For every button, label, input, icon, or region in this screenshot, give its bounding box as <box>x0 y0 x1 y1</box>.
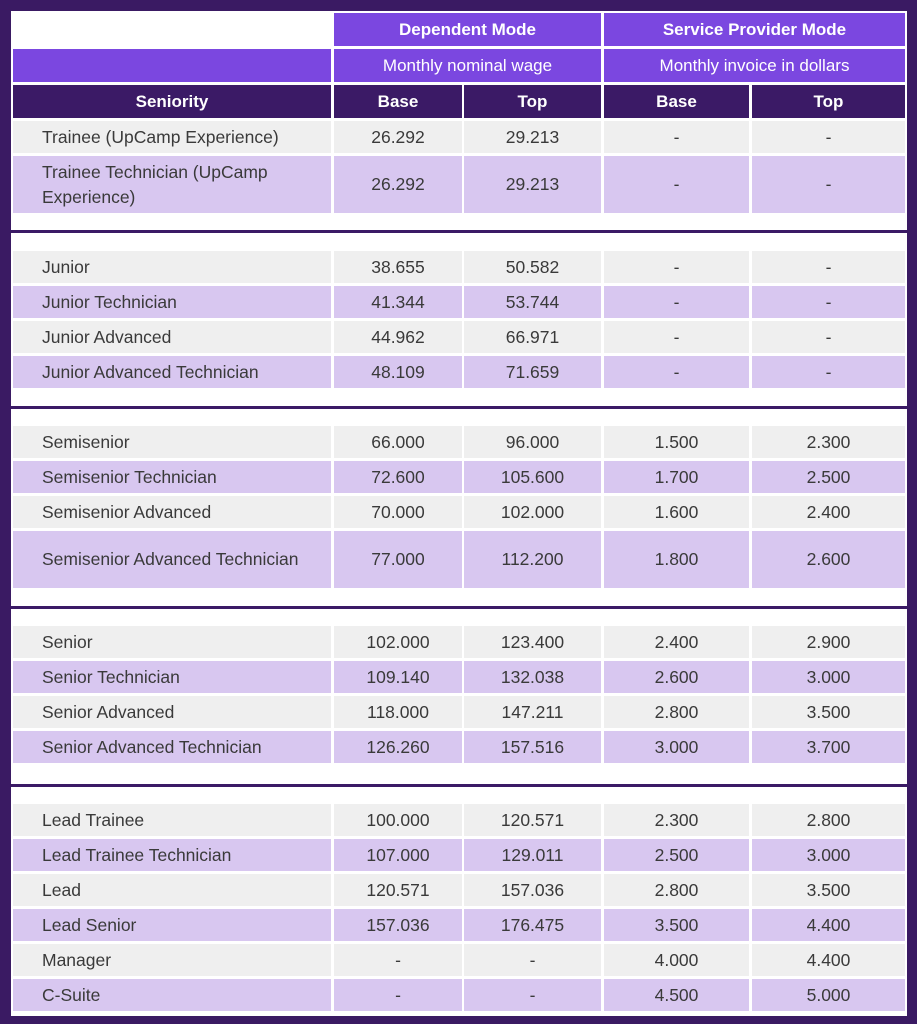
cell-sp-base: 2.600 <box>604 661 749 693</box>
group-separator <box>11 230 907 233</box>
cell-dep-top: 53.744 <box>464 286 601 318</box>
seniority-label: Trainee Technician (UpCamp Experience) <box>13 156 331 213</box>
cell-sp-base: - <box>604 286 749 318</box>
cell-dep-base: 41.344 <box>334 286 462 318</box>
seniority-label: C-Suite <box>13 979 331 1011</box>
cell-sp-top: - <box>752 121 905 153</box>
service-top-header: Top <box>752 85 905 118</box>
seniority-label: Lead Trainee Technician <box>13 839 331 871</box>
cell-sp-top: 2.600 <box>752 531 905 588</box>
cell-dep-top: 129.011 <box>464 839 601 871</box>
cell-sp-base: 1.500 <box>604 426 749 458</box>
cell-sp-top: 3.000 <box>752 661 905 693</box>
cell-dep-base: 118.000 <box>334 696 462 728</box>
cell-dep-top: 66.971 <box>464 321 601 353</box>
cell-dep-base: 38.655 <box>334 251 462 283</box>
cell-dep-base: 26.292 <box>334 156 462 213</box>
seniority-header: Seniority <box>13 85 331 118</box>
dependent-subheader: Monthly nominal wage <box>334 49 601 82</box>
seniority-label: Lead Senior <box>13 909 331 941</box>
cell-sp-top: 3.500 <box>752 696 905 728</box>
seniority-label: Semisenior <box>13 426 331 458</box>
cell-dep-base: 44.962 <box>334 321 462 353</box>
cell-sp-base: 1.600 <box>604 496 749 528</box>
seniority-label: Manager <box>13 944 331 976</box>
cell-sp-top: 4.400 <box>752 944 905 976</box>
seniority-label: Semisenior Advanced <box>13 496 331 528</box>
cell-sp-top: - <box>752 156 905 213</box>
cell-dep-base: 26.292 <box>334 121 462 153</box>
service-subheader: Monthly invoice in dollars <box>604 49 905 82</box>
cell-sp-base: - <box>604 356 749 388</box>
cell-dep-base: - <box>334 944 462 976</box>
cell-dep-top: 176.475 <box>464 909 601 941</box>
seniority-label: Lead Trainee <box>13 804 331 836</box>
cell-dep-base: 72.600 <box>334 461 462 493</box>
cell-dep-top: 29.213 <box>464 156 601 213</box>
salary-table <box>11 11 907 1016</box>
cell-sp-base: 2.800 <box>604 696 749 728</box>
cell-sp-base: - <box>604 251 749 283</box>
cell-sp-top: 2.900 <box>752 626 905 658</box>
cell-dep-base: 66.000 <box>334 426 462 458</box>
dependent-base-header: Base <box>334 85 462 118</box>
cell-sp-base: 1.700 <box>604 461 749 493</box>
seniority-label: Semisenior Advanced Technician <box>13 531 331 588</box>
cell-dep-base: 126.260 <box>334 731 462 763</box>
seniority-label: Senior Technician <box>13 661 331 693</box>
dependent-mode-header: Dependent Mode <box>334 13 601 46</box>
cell-sp-base: 2.500 <box>604 839 749 871</box>
cell-dep-top: 147.211 <box>464 696 601 728</box>
cell-sp-base: 4.000 <box>604 944 749 976</box>
cell-sp-top: 2.500 <box>752 461 905 493</box>
service-provider-mode-header: Service Provider Mode <box>604 13 905 46</box>
cell-sp-top: - <box>752 321 905 353</box>
cell-dep-top: 112.200 <box>464 531 601 588</box>
cell-sp-top: - <box>752 251 905 283</box>
cell-sp-base: - <box>604 321 749 353</box>
cell-dep-base: - <box>334 979 462 1011</box>
cell-sp-top: 4.400 <box>752 909 905 941</box>
service-base-header: Base <box>604 85 749 118</box>
cell-dep-top: - <box>464 979 601 1011</box>
cell-dep-base: 70.000 <box>334 496 462 528</box>
cell-sp-base: 4.500 <box>604 979 749 1011</box>
cell-dep-top: 157.036 <box>464 874 601 906</box>
group-separator <box>11 784 907 787</box>
cell-sp-base: 2.400 <box>604 626 749 658</box>
seniority-label: Semisenior Technician <box>13 461 331 493</box>
seniority-label: Senior Advanced <box>13 696 331 728</box>
cell-sp-base: 1.800 <box>604 531 749 588</box>
cell-sp-base: - <box>604 121 749 153</box>
cell-sp-top: 5.000 <box>752 979 905 1011</box>
seniority-label: Trainee (UpCamp Experience) <box>13 121 331 153</box>
cell-sp-top: 3.700 <box>752 731 905 763</box>
seniority-label: Lead <box>13 874 331 906</box>
seniority-label: Junior <box>13 251 331 283</box>
cell-dep-top: 132.038 <box>464 661 601 693</box>
cell-sp-base: 3.500 <box>604 909 749 941</box>
seniority-label: Junior Advanced Technician <box>13 356 331 388</box>
group-separator <box>11 406 907 409</box>
cell-dep-base: 109.140 <box>334 661 462 693</box>
cell-dep-top: - <box>464 944 601 976</box>
seniority-label: Junior Technician <box>13 286 331 318</box>
dependent-top-header: Top <box>464 85 601 118</box>
cell-sp-base: 2.300 <box>604 804 749 836</box>
cell-sp-top: 3.500 <box>752 874 905 906</box>
cell-sp-top: 2.400 <box>752 496 905 528</box>
group-separator <box>11 606 907 609</box>
cell-dep-base: 102.000 <box>334 626 462 658</box>
cell-dep-base: 120.571 <box>334 874 462 906</box>
cell-dep-top: 29.213 <box>464 121 601 153</box>
seniority-label: Senior <box>13 626 331 658</box>
cell-sp-top: - <box>752 356 905 388</box>
cell-sp-top: 3.000 <box>752 839 905 871</box>
cell-dep-top: 105.600 <box>464 461 601 493</box>
cell-sp-top: - <box>752 286 905 318</box>
cell-dep-top: 123.400 <box>464 626 601 658</box>
cell-dep-base: 107.000 <box>334 839 462 871</box>
seniority-label: Junior Advanced <box>13 321 331 353</box>
cell-sp-base: - <box>604 156 749 213</box>
cell-sp-top: 2.300 <box>752 426 905 458</box>
cell-dep-base: 77.000 <box>334 531 462 588</box>
cell-sp-base: 3.000 <box>604 731 749 763</box>
cell-dep-base: 48.109 <box>334 356 462 388</box>
cell-dep-top: 157.516 <box>464 731 601 763</box>
cell-sp-base: 2.800 <box>604 874 749 906</box>
cell-sp-top: 2.800 <box>752 804 905 836</box>
cell-dep-top: 102.000 <box>464 496 601 528</box>
cell-dep-base: 157.036 <box>334 909 462 941</box>
cell-dep-top: 120.571 <box>464 804 601 836</box>
seniority-label: Senior Advanced Technician <box>13 731 331 763</box>
cell-dep-top: 96.000 <box>464 426 601 458</box>
cell-dep-base: 100.000 <box>334 804 462 836</box>
cell-dep-top: 50.582 <box>464 251 601 283</box>
cell-dep-top: 71.659 <box>464 356 601 388</box>
header-spacer <box>13 49 331 82</box>
